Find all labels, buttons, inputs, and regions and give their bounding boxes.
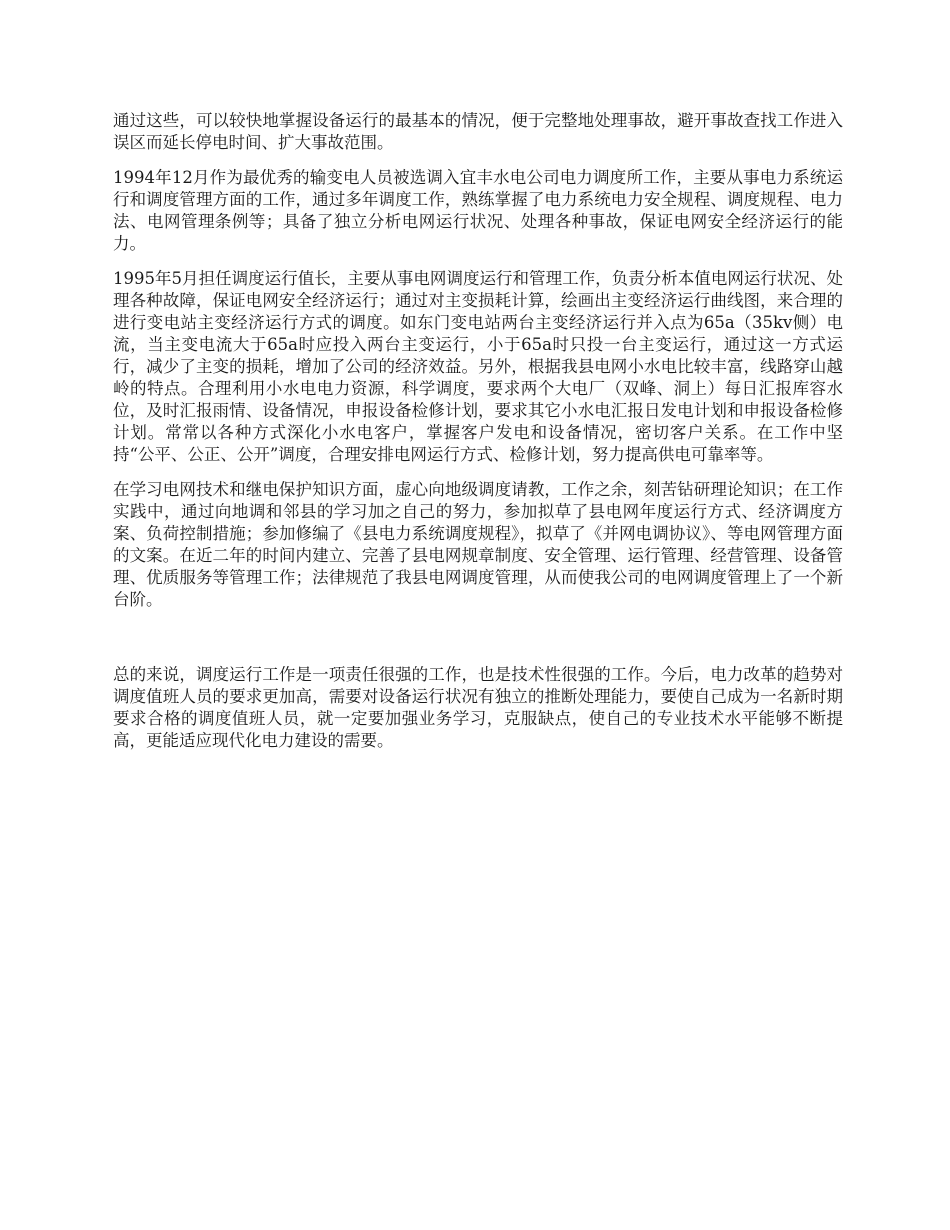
document-page — [113, 110, 843, 765]
paragraph-1995: 1995年5月担任调度运行值长，主要从事电网调度运行和管理工作，负责分析本值电网运行状况、处理各种故障，保证电网安全经济运行；通过对主变损耗计算，绘画出主变经济运行曲线图，来合理的进行变电站主变经济运行方式的调度。如东门变电站两台主变经济运行并入点为65a（35kv侧）电流，当主变电流大于65a时应投入两台主变运行，小于65a时只投一台主变运行，通过这一方式运行，减少了主变的损耗，增加了公司的经济效益。另外，根据我县电网小水电比较丰富，线路穿山越岭的特点。合理利用小水电电力资源，科学调度，要求两个大电厂（双峰、洞上）每日汇报库容水位，及时汇报雨情、设备情况，申报设备检修计划，要求其它小水电汇报日发电计划和申报设备检修计划。常常以各种方式深化小水电客户，掌握客户发电和设备情况，密切客户关系。在工作中坚持“公平、公正、公开”调度，合理安排电网运行方式、检修计划，努力提高供电可靠率等。 — [113, 269, 843, 464]
paragraph-study: 在学习电网技术和继电保护知识方面，虚心向地级调度请教，工作之余，刻苦钻研理论知识；在工作实践中，通过向地调和邻县的学习加之自己的努力，参加拟草了县电网年度运行方式、经济调度方案、负荷控制措施；参加修编了《县电力系统调度规程》，拟草了《并网电调协议》、等电网管理方面的文案。在近二年的时间内建立、完善了县电网规章制度、安全管理、运行管理、经营管理、设备管理、优质服务等管理工作；法律规范了我县电网调度管理，从而使我公司的电网调度管理上了一个新台阶。 — [113, 480, 843, 609]
paragraph-1994: 1994年12月作为最优秀的输变电人员被选调入宜丰水电公司电力调度所工作，主要从事电力系统运行和调度管理方面的工作，通过多年调度工作，熟练掌握了电力系统电力安全规程、调度规程、电力法、电网管理条例等；具备了独立分析电网运行状况、处理各种事故，保证电网安全经济运行的能力。 — [113, 168, 843, 253]
paragraph-intro: 通过这些，可以较快地掌握设备运行的最基本的情况，便于完整地处理事故，避开事故查找工作进入误区而延长停电时间、扩大事故范围。 — [113, 111, 843, 152]
paragraph-gap — [113, 624, 843, 664]
paragraph-summary: 总的来说，调度运行工作是一项责任很强的工作，也是技术性很强的工作。今后，电力改革的趋势对调度值班人员的要求更加高，需要对设备运行状况有独立的推断处理能力，要使自己成为一名新时期要求合格的调度值班人员，就一定要加强业务学习，克服缺点，使自己的专业技术水平能够不断提高，更能适应现代化电力建设的需要。 — [113, 665, 843, 750]
